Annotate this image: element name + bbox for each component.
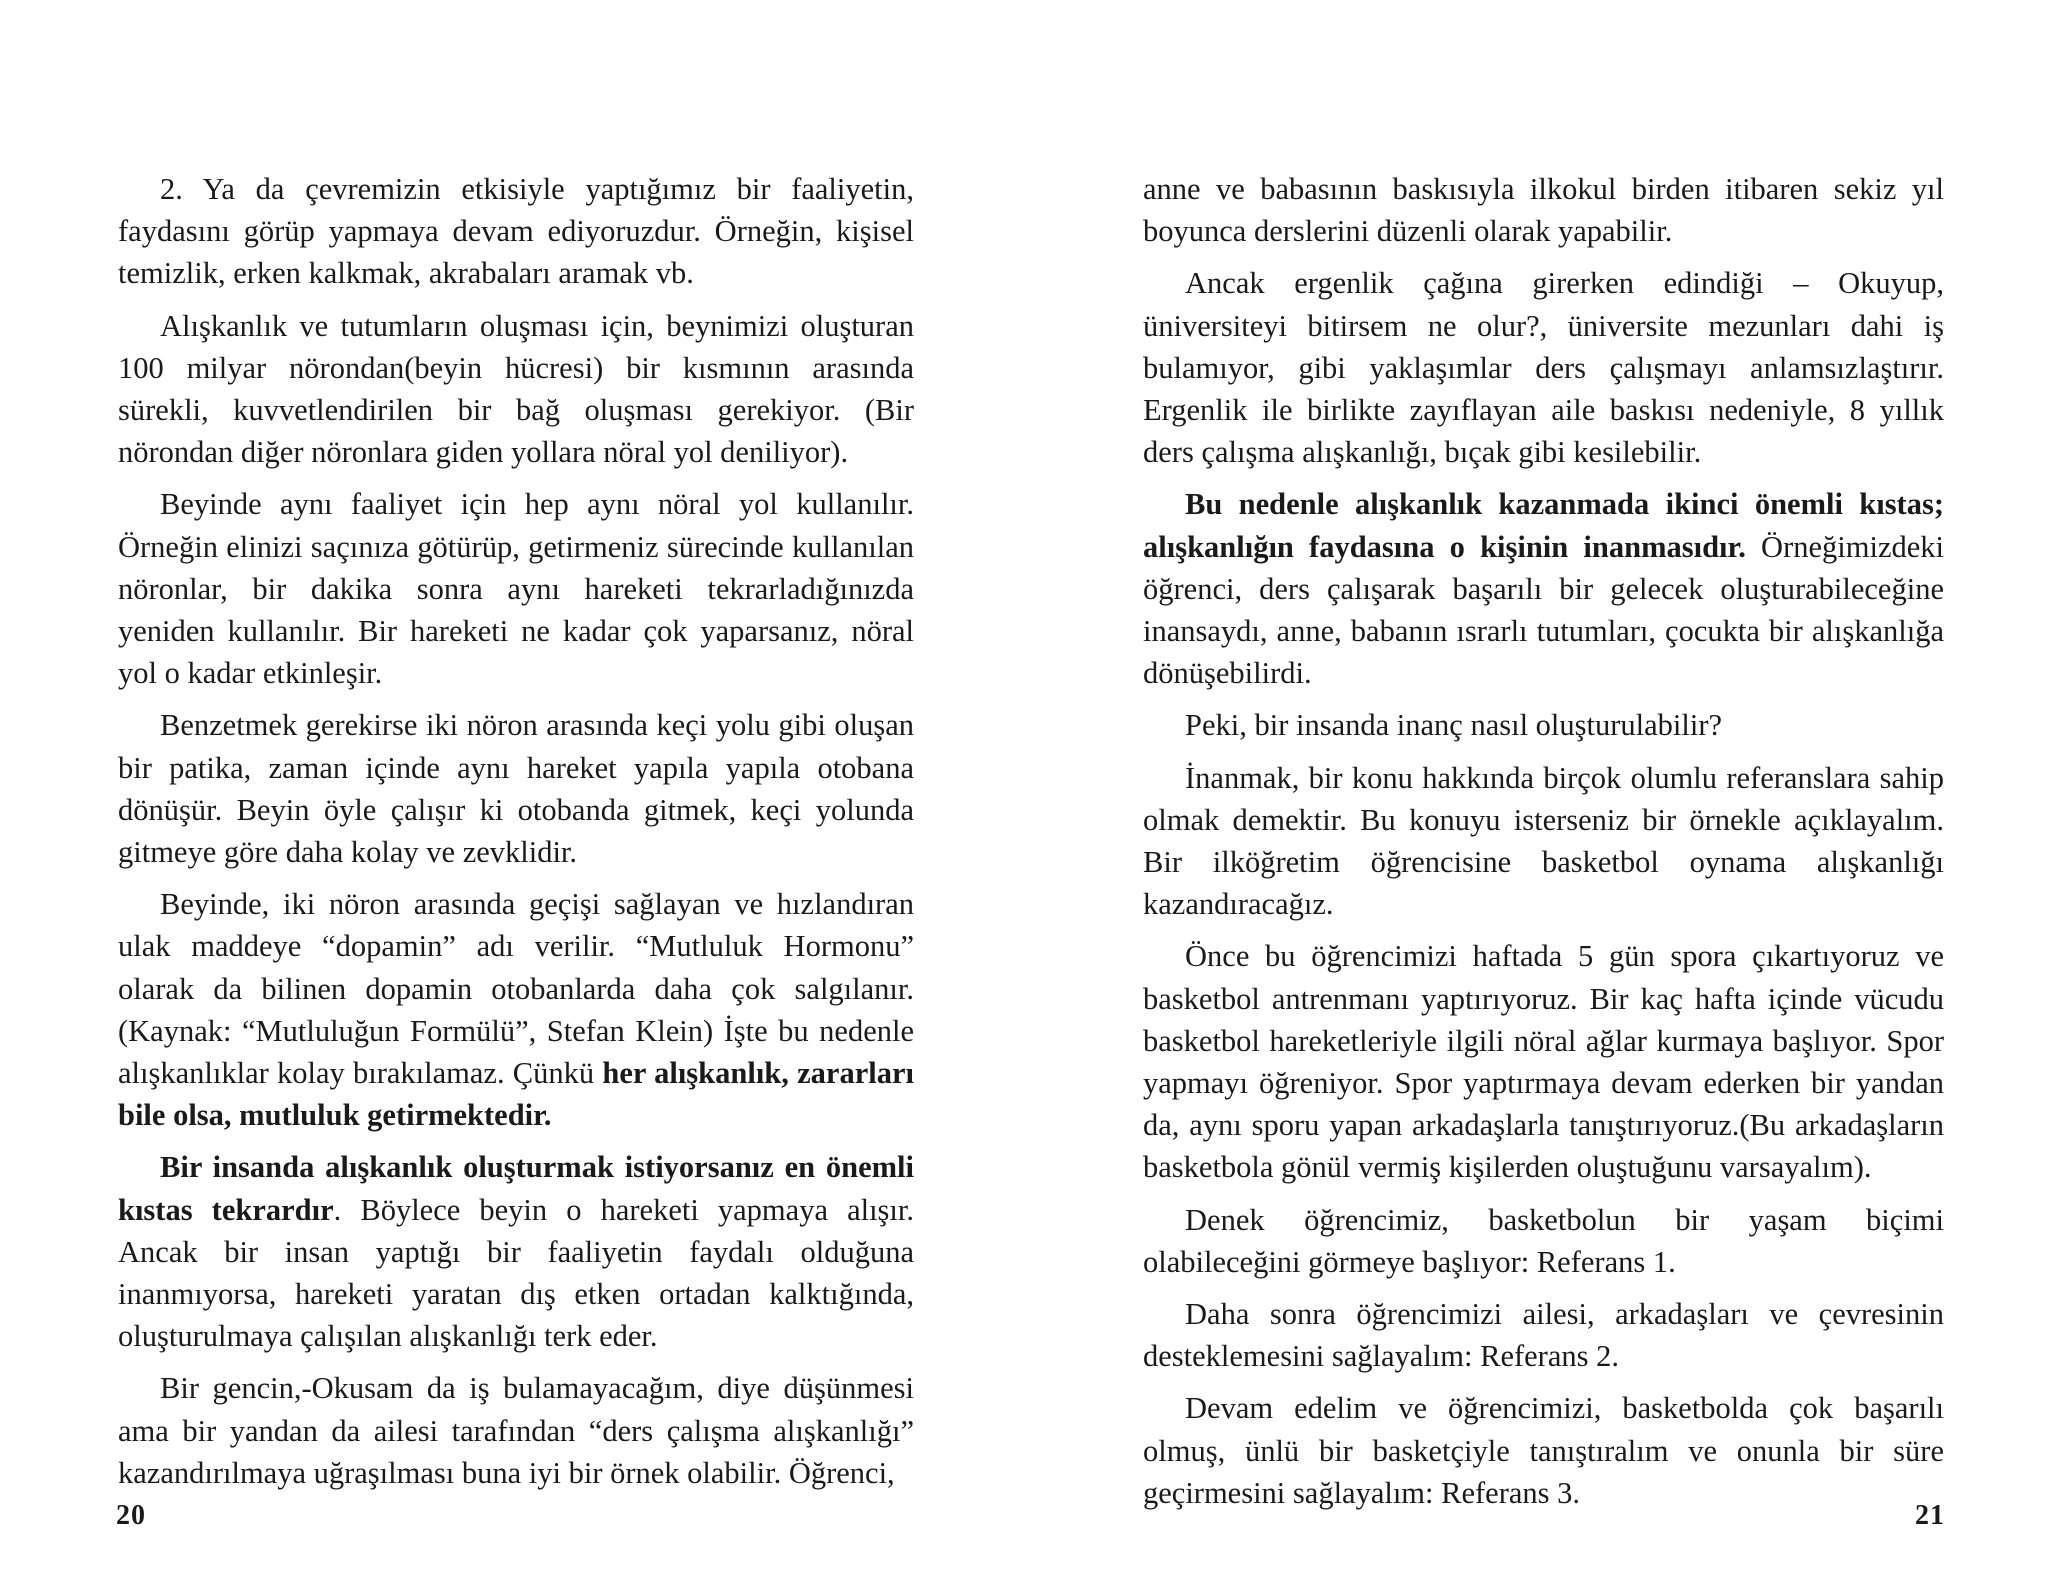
paragraph: Ancak ergenlik çağına girerken edindiği – Okuyup, üniversiteyi bitirsem ne olur?, üniversite mezunları dahi iş bulamıyor, gibi yaklaşımlar ders çalışmayı anlamsızlaştırır. Ergenlik ile birlikte zayıflayan aile baskısı nedeniyle, 8 yıllık ders çalışma alışkanlığı, bıçak gibi kesilebilir. [1143,266,1944,470]
paragraph: Daha sonra öğrencimizi ailesi, arkadaşları ve çevresinin desteklemesini sağlayalım: Referans 2. [1143,1297,1944,1374]
paragraph: Önce bu öğrencimizi haftada 5 gün spora çıkartıyoruz ve basketbol antrenmanı yaptırıyoruz. Bir kaç hafta içinde vücudu basketbol hareketleriyle ilgili nöral ağlar kurmaya başlıyor. Spor yapmayı öğreniyor. Spor yaptırmaya devam ederken bir yandan da, aynı sporu yapan arkadaşlarla tanıştırıyoruz.(Bu arkadaşların basketbola gönül vermiş kişilerden oluştuğunu varsayalım). [1143,939,1944,1185]
paragraph: Bir gencin,-Okusam da iş bulamayacağım, diye düşünmesi ama bir yandan da ailesi tarafından “ders çalışma alışkanlığı” kazandırılmaya uğraşılması buna iyi bir örnek olabilir. Öğrenci, [118,1371,914,1490]
paragraph: Bir insanda alışkanlık oluşturmak istiyorsanız en önemli kıstas tekrardır. Böylece beyin o hareketi yapmaya alışır. Ancak bir insan yaptığı bir faaliyetin faydalı olduğuna inanmıyorsa, hareketi yaratan dış etken ortadan kalktığında, oluşturulmaya çalışılan alışkanlığı terk eder. [118,1150,914,1354]
right-page [1024,0,2048,1593]
paragraph: Benzetmek gerekirse iki nöron arasında keçi yolu gibi oluşan bir patika, zaman içinde aynı hareket yapıla yapıla otobana dönüşür. Beyin öyle çalışır ki otobanda gitmek, keçi yolunda gitmeye göre daha kolay ve zevklidir. [118,708,914,870]
paragraph: Denek öğrencimiz, basketbolun bir yaşam biçimi olabileceğini görmeye başlıyor: Referans 1. [1143,1202,1944,1279]
left-text-column [118,168,914,1504]
right-text-column [1143,168,1944,1524]
paragraph: anne ve babasının baskısıyla ilkokul birden itibaren sekiz yıl boyunca derslerini düzenli olarak yapabilir. [1143,172,1944,249]
page-number: 20 [116,1500,146,1531]
paragraph: Bu nedenle alışkanlık kazanmada ikinci önemli kıstas; alışkanlığın faydasına o kişinin inanmasıdır. Örneğimizdeki öğrenci, ders çalışarak başarılı bir gelecek oluşturabileceğine inansaydı, anne, babanın ısrarlı tutumları, çocukta bir alışkanlığa dönüşebilirdi. [1143,487,1944,691]
paragraph: İnanmak, bir konu hakkında birçok olumlu referanslara sahip olmak demektir. Bu konuyu isterseniz bir örnekle açıklayalım. Bir ilköğretim öğrencisine basketbol oynama alışkanlığı kazandıracağız. [1143,760,1944,922]
paragraph: Beyinde aynı faaliyet için hep aynı nöral yol kullanılır. Örneğin elinizi saçınıza götürüp, getirmeniz sürecinde kullanılan nöronlar, bir dakika sonra aynı hareketi tekrarladığınızda yeniden kullanılır. Bir hareketi ne kadar çok yaparsanız, nöral yol o kadar etkinleşir. [118,487,914,691]
paragraph: 2. Ya da çevremizin etkisiyle yaptığımız bir faaliyetin, faydasını görüp yapmaya devam ediyoruzdur. Örneğin, kişisel temizlik, erken kalkmak, akrabaları aramak vb. [118,172,914,291]
paragraph: Alışkanlık ve tutumların oluşması için, beynimizi oluşturan 100 milyar nörondan(beyin hücresi) bir kısmının arasında sürekli, kuvvetlendirilen bir bağ oluşması gerekiyor. (Bir nörondan diğer nöronlara giden yollara nöral yol deniliyor). [118,308,914,470]
paragraph: Peki, bir insanda inanç nasıl oluşturulabilir? [1185,708,1723,743]
paragraph: Beyinde, iki nöron arasında geçişi sağlayan ve hızlandıran ulak maddeye “dopamin” adı verilir. “Mutluluk Hormonu” olarak da bilinen dopamin otobanlarda daha çok salgılanır. (Kaynak: “Mutluluğun Formülü”, Stefan Klein) İşte bu nedenle alışkanlıklar kolay bırakılamaz. Çünkü her alışkanlık, zararları bile olsa, mutluluk getirmektedir. [118,887,914,1133]
page-number: 21 [1915,1500,1945,1531]
paragraph: Devam edelim ve öğrencimizi, basketbolda çok başarılı olmuş, ünlü bir basketçiyle tanıştıralım ve onunla bir süre geçirmesini sağlayalım: Referans 3. [1143,1391,1944,1510]
